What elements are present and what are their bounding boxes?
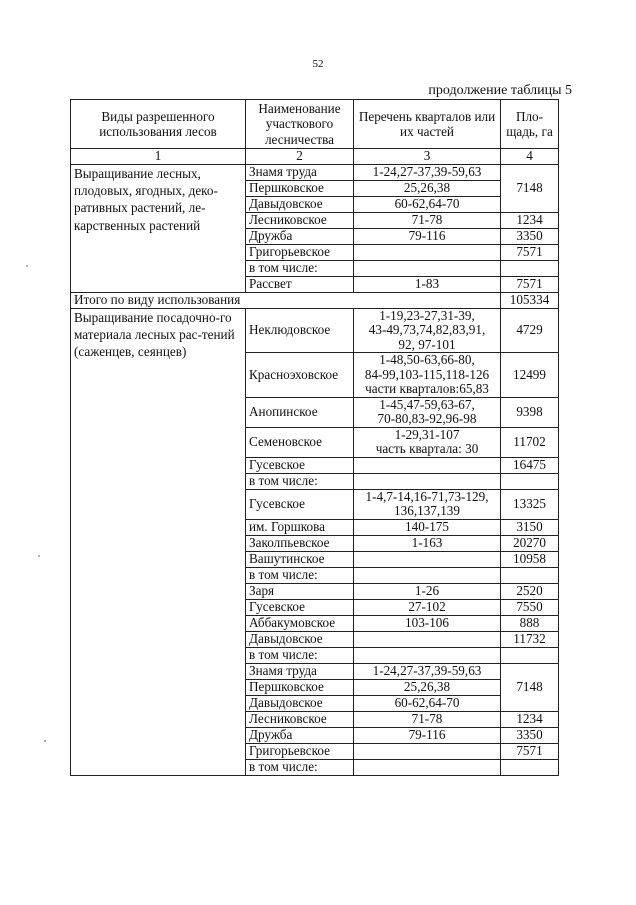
quarters-cell (354, 457, 501, 473)
column-number: 3 (354, 149, 501, 165)
forestry-name: Гусевское (246, 489, 354, 519)
forestry-name: Лесниковское (246, 711, 354, 727)
quarters-cell (354, 759, 501, 775)
area-cell: 7148 (501, 663, 559, 711)
area-cell (501, 759, 559, 775)
quarters-cell: 1-4,7-14,16-71,73-129, 136,137,139 (354, 489, 501, 519)
total-row (71, 292, 559, 308)
quarters-cell (354, 743, 501, 759)
forestry-name: Дружба (246, 727, 354, 743)
quarters-cell (354, 567, 501, 583)
forestry-name: в том числе: (246, 759, 354, 775)
area-cell: 3350 (501, 228, 559, 244)
quarters-cell: 1-24,27-37,39-59,63 (354, 164, 501, 180)
forestry-name: Вашутинское (246, 551, 354, 567)
forestry-name: в том числе: (246, 260, 354, 276)
quarters-cell: 1-163 (354, 535, 501, 551)
area-cell: 888 (501, 615, 559, 631)
quarters-cell (354, 260, 501, 276)
quarters-cell: 1-29,31-107 часть квартала: 30 (354, 427, 501, 457)
forestry-name: им. Горшкова (246, 519, 354, 535)
column-number-row (71, 149, 559, 165)
quarters-cell: 79-116 (354, 228, 501, 244)
area-cell: 1234 (501, 711, 559, 727)
area-cell: 10958 (501, 551, 559, 567)
use-type-cell: Выращивание лесных, плодовых, ягодных, деко-ративных растений, ле-карственных растений (71, 164, 246, 292)
quarters-cell: 1-26 (354, 583, 501, 599)
quarters-cell: 60-62,64-70 (354, 695, 501, 711)
quarters-cell: 140-175 (354, 519, 501, 535)
forestry-name: в том числе: (246, 647, 354, 663)
quarters-cell (354, 551, 501, 567)
area-cell: 2520 (501, 583, 559, 599)
forestry-name: Першковское (246, 679, 354, 695)
area-cell: 7550 (501, 599, 559, 615)
forest-use-table (70, 99, 559, 776)
forestry-name: Семеновское (246, 427, 354, 457)
forestry-name: в том числе: (246, 473, 354, 489)
quarters-cell: 25,26,38 (354, 180, 501, 196)
column-number: 2 (246, 149, 354, 165)
quarters-cell: 71-78 (354, 212, 501, 228)
area-cell: 11732 (501, 631, 559, 647)
area-cell: 7571 (501, 276, 559, 292)
quarters-cell (354, 631, 501, 647)
quarters-cell: 25,26,38 (354, 679, 501, 695)
area-cell: 3350 (501, 727, 559, 743)
header-area: Пло-щадь, га (501, 100, 559, 149)
quarters-cell: 103-106 (354, 615, 501, 631)
area-cell: 1234 (501, 212, 559, 228)
area-cell (501, 260, 559, 276)
table-continuation-label: продолжение таблицы 5 (428, 83, 572, 98)
forestry-name: Заколпьевское (246, 535, 354, 551)
area-cell (501, 647, 559, 663)
area-cell: 4729 (501, 308, 559, 353)
total-label: Итого по виду использования (71, 292, 501, 308)
forestry-name: Першковское (246, 180, 354, 196)
forestry-name: Знамя труда (246, 164, 354, 180)
area-cell (501, 473, 559, 489)
scan-speck (38, 555, 40, 557)
forestry-name: Григорьевское (246, 244, 354, 260)
page-number: 52 (312, 58, 324, 70)
quarters-cell: 27-102 (354, 599, 501, 615)
column-number: 4 (501, 149, 559, 165)
forestry-name: Заря (246, 583, 354, 599)
quarters-cell: 1-24,27-37,39-59,63 (354, 663, 501, 679)
forestry-name: в том числе: (246, 567, 354, 583)
forestry-name: Гусевское (246, 457, 354, 473)
quarters-cell: 60-62,64-70 (354, 196, 501, 212)
forestry-name: Лесниковское (246, 212, 354, 228)
forestry-name: Давыдовское (246, 631, 354, 647)
header-row (71, 100, 559, 149)
quarters-cell: 1-83 (354, 276, 501, 292)
forestry-name: Давыдовское (246, 695, 354, 711)
quarters-cell (354, 244, 501, 260)
forestry-name: Гусевское (246, 599, 354, 615)
quarters-cell (354, 647, 501, 663)
area-cell: 3150 (501, 519, 559, 535)
area-cell: 12499 (501, 353, 559, 398)
forestry-name: Аббакумовское (246, 615, 354, 631)
quarters-cell: 79-116 (354, 727, 501, 743)
area-cell: 11702 (501, 427, 559, 457)
quarters-cell: 1-48,50-63,66-80, 84-99,103-115,118-126 части кварталов:65,83 (354, 353, 501, 398)
forestry-name: Григорьевское (246, 743, 354, 759)
table-row (71, 164, 559, 180)
area-cell: 20270 (501, 535, 559, 551)
scan-speck (26, 265, 28, 267)
header-use-type: Виды разрешенного использования лесов (71, 100, 246, 149)
forestry-name: Анопинское (246, 397, 354, 427)
use-type-cell: Выращивание посадочно-го материала лесных рас-тений (саженцев, сеянцев) (71, 308, 246, 775)
area-cell: 7571 (501, 743, 559, 759)
quarters-cell: 71-78 (354, 711, 501, 727)
area-cell: 9398 (501, 397, 559, 427)
forestry-name: Давыдовское (246, 196, 354, 212)
table-row (71, 308, 559, 353)
area-cell: 13325 (501, 489, 559, 519)
scan-speck (44, 740, 46, 742)
header-quarters: Перечень кварталов или их частей (354, 100, 501, 149)
quarters-cell: 1-19,23-27,31-39, 43-49,73,74,82,83,91, 92, 97-101 (354, 308, 501, 353)
area-cell (501, 567, 559, 583)
quarters-cell (354, 473, 501, 489)
total-value: 105334 (501, 292, 559, 308)
area-cell: 16475 (501, 457, 559, 473)
forestry-name: Красноэховское (246, 353, 354, 398)
area-cell: 7148 (501, 164, 559, 212)
forestry-name: Знамя труда (246, 663, 354, 679)
area-cell: 7571 (501, 244, 559, 260)
forestry-name: Дружба (246, 228, 354, 244)
column-number: 1 (71, 149, 246, 165)
forestry-name: Рассвет (246, 276, 354, 292)
quarters-cell: 1-45,47-59,63-67, 70-80,83-92,96-98 (354, 397, 501, 427)
forestry-name: Неклюдовское (246, 308, 354, 353)
header-forestry-name: Наименование участкового лесничества (246, 100, 354, 149)
